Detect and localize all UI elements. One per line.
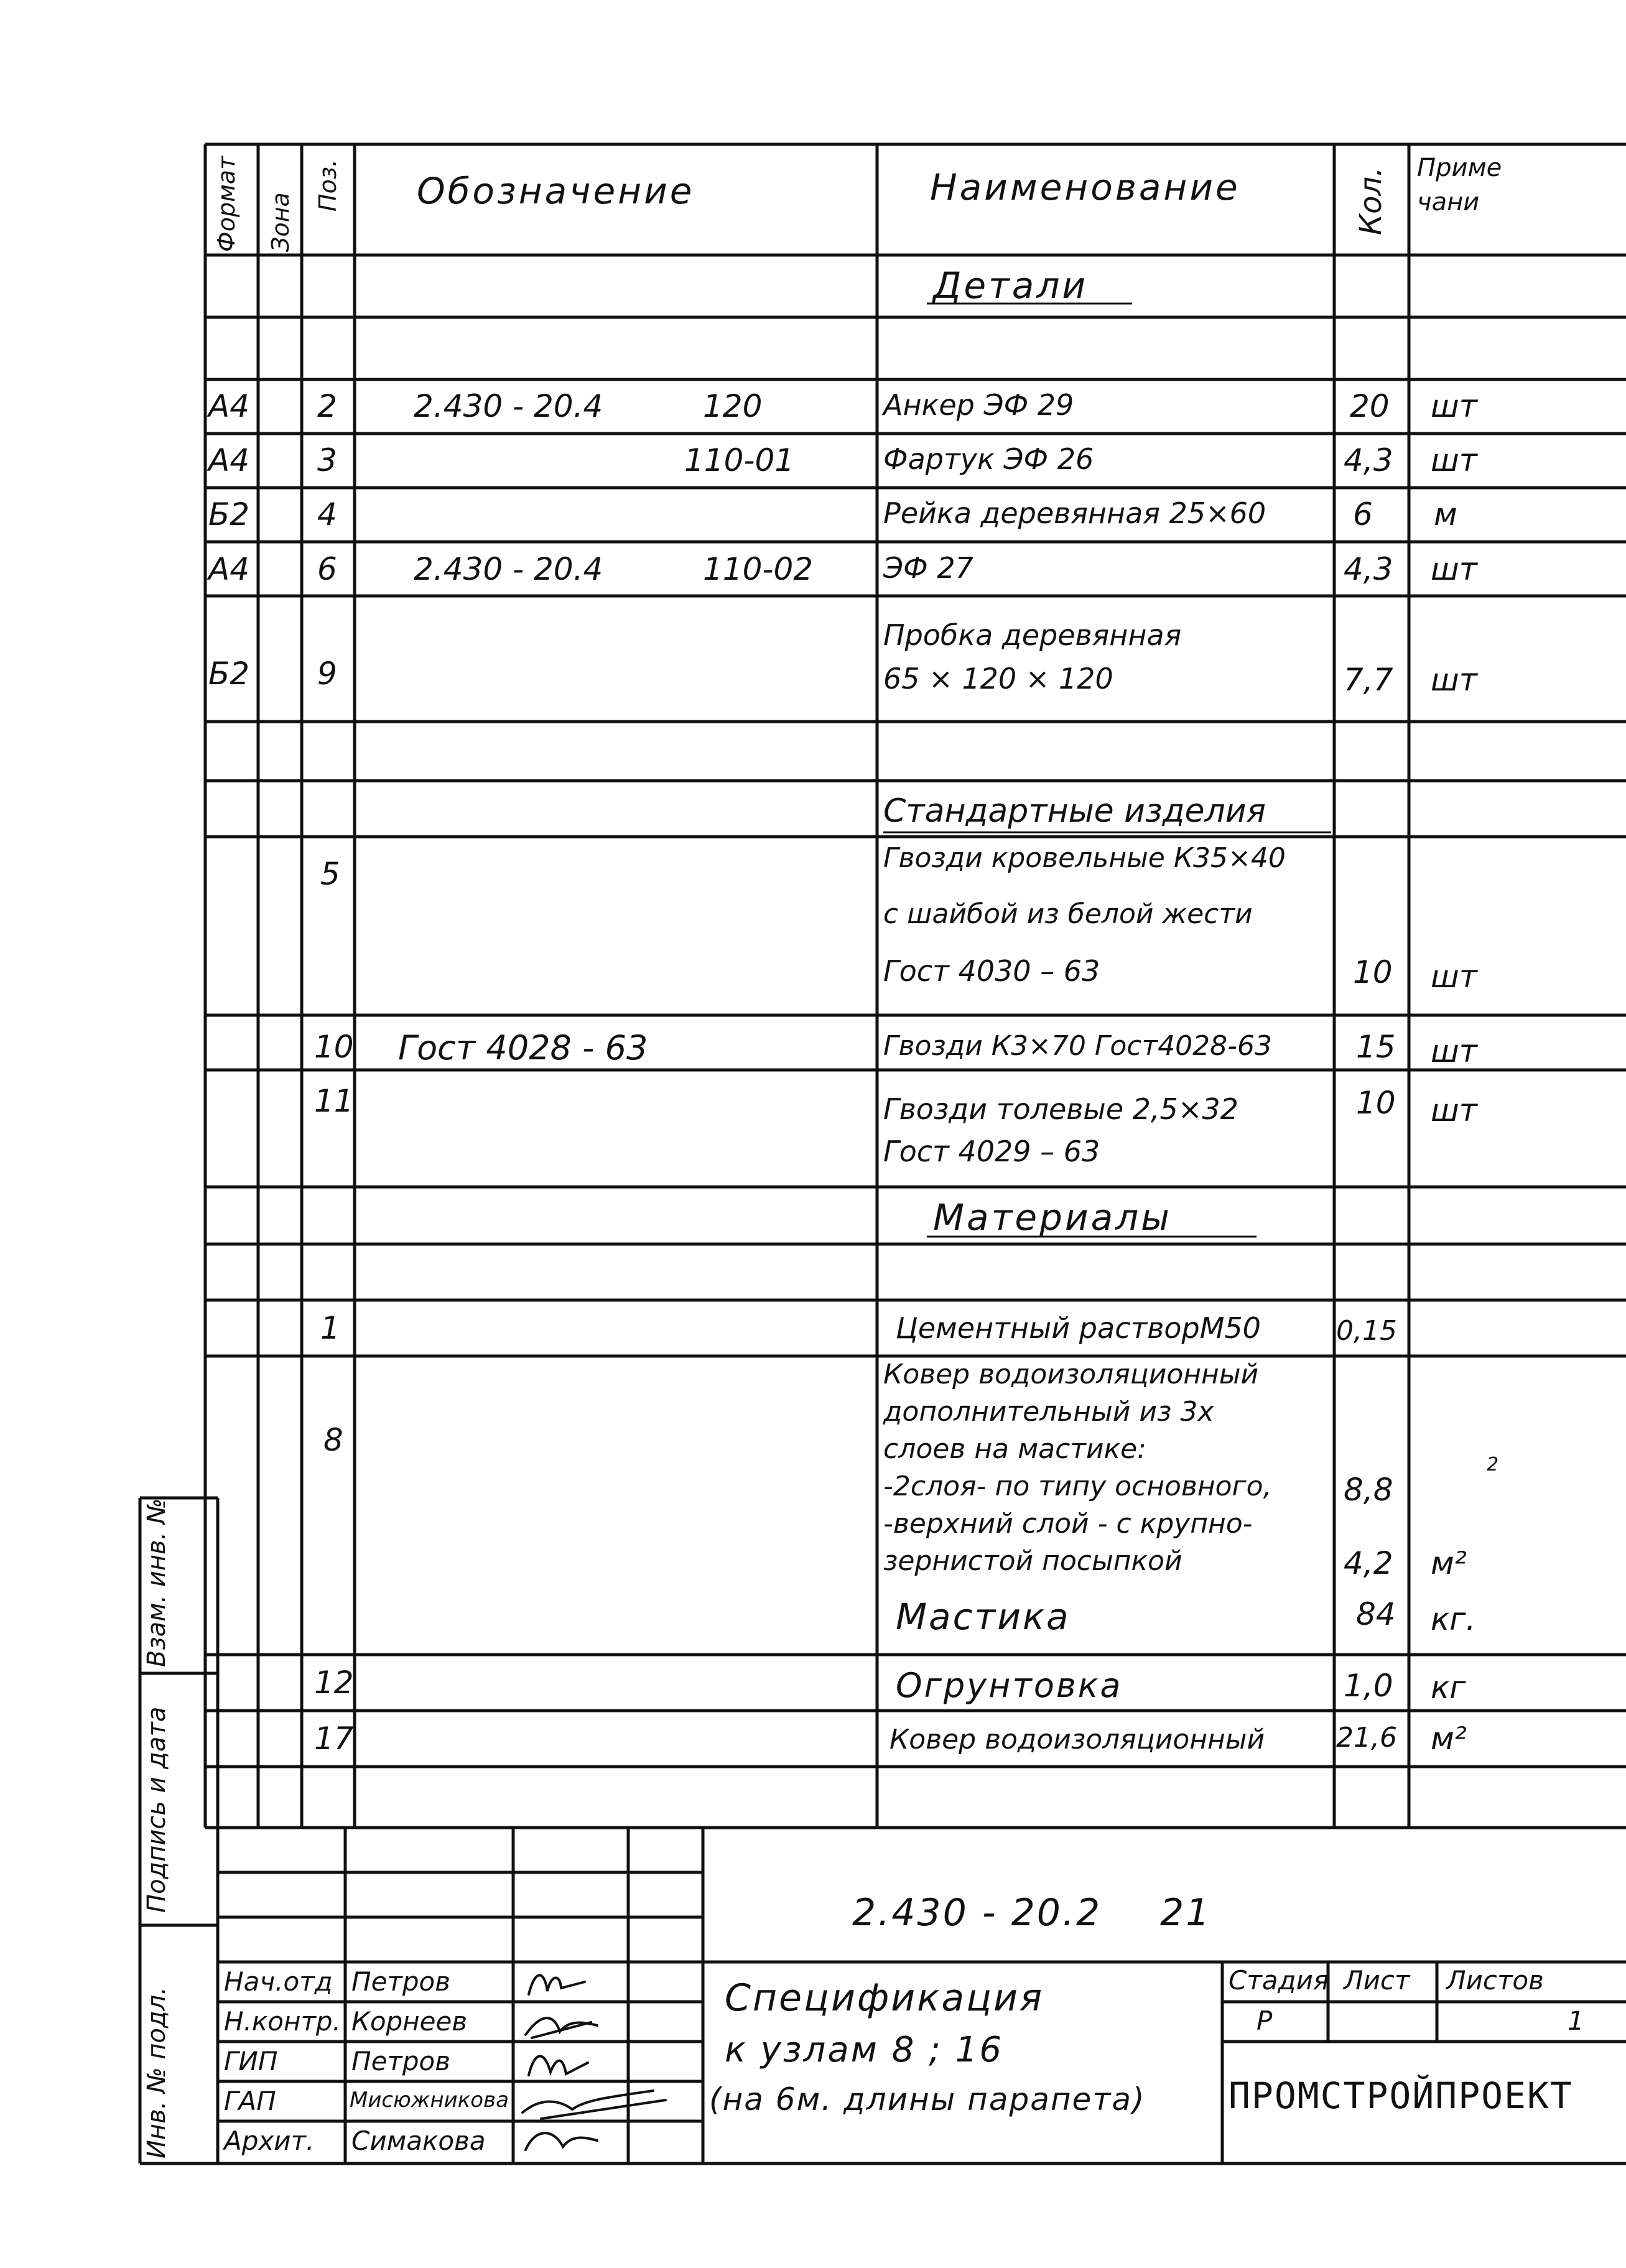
header-zone: Зона — [267, 192, 294, 252]
row-qty: 20 — [1350, 388, 1390, 424]
person-name: Петров — [351, 2046, 450, 2076]
row-pos: 1 — [320, 1310, 340, 1346]
row-name-line: Ковер водоизоляционный — [883, 1359, 1259, 1390]
section-details: Детали — [933, 264, 1089, 307]
row-name-line: Гвозди толевые 2,5×32 — [883, 1092, 1238, 1126]
row-name: Гвозди К3×70 Гост4028-63 — [883, 1030, 1272, 1062]
row-name-line: дополнительный из 3х — [883, 1396, 1214, 1428]
row-pos: 8 — [323, 1422, 343, 1458]
sheets-value: 1 — [1568, 2005, 1584, 2036]
row-qty: 4,3 — [1344, 442, 1393, 478]
row-name: Анкер ЭФ 29 — [883, 388, 1074, 422]
row-unit: м² — [1431, 1545, 1467, 1581]
row-unit: шт — [1431, 1092, 1477, 1128]
row-pos: 2 — [317, 388, 337, 424]
row-name: Мастика — [896, 1596, 1071, 1638]
row-name: ЭФ 27 — [883, 551, 973, 585]
row-name: Цементный растворМ50 — [896, 1311, 1261, 1345]
row-name-line: Пробка деревянная — [883, 618, 1182, 652]
row-name-line: зернистой посыпкой — [883, 1545, 1182, 1577]
row-name-line: 65 × 120 × 120 — [883, 662, 1113, 695]
row-designation: Гост 4028 - 63 — [398, 1028, 648, 1067]
row-unit: кг — [1431, 1670, 1466, 1706]
stamp-sign-date: Подпись и дата — [142, 1706, 171, 1913]
role-label: Нач.отд — [224, 1966, 333, 1997]
stamp-inv-replace: Взам. инв. № — [142, 1498, 171, 1667]
person-name: Петров — [351, 1966, 450, 1997]
row-format: Б2 — [208, 496, 250, 532]
row-qty: 0,15 — [1336, 1315, 1397, 1347]
row-pos: 10 — [314, 1029, 354, 1065]
row-unit: шт — [1431, 442, 1477, 478]
role-label: ГАП — [224, 2086, 276, 2116]
signatures — [516, 1963, 703, 2162]
row-unit: шт — [1431, 662, 1477, 698]
row-unit: шт — [1431, 388, 1477, 424]
row-pos: 3 — [317, 442, 337, 478]
row-unit: шт — [1431, 551, 1477, 587]
sheet-label: Лист — [1344, 1965, 1410, 1996]
row-name-line: Гвозди кровельные К35×40 — [883, 842, 1286, 874]
row-unit: м — [1434, 496, 1457, 532]
row-name-line: Гост 4030 – 63 — [883, 954, 1100, 988]
header-pos: Поз. — [314, 159, 341, 211]
row-name-line: -2слоя- по типу основного, — [883, 1471, 1272, 1502]
row-format: А4 — [208, 388, 250, 424]
row-designation: 2.430 - 20.4 — [414, 388, 603, 424]
section-materials: Материалы — [933, 1196, 1172, 1239]
person-name: Корнеев — [351, 2006, 468, 2037]
row-pos: 4 — [317, 496, 337, 532]
role-label: Н.контр. — [224, 2006, 341, 2037]
row-name-line: Гост 4029 – 63 — [883, 1135, 1100, 1168]
row-qty: 4,3 — [1344, 551, 1393, 587]
row-qty: 10 — [1353, 954, 1393, 990]
doc-sheet-ref: 21 — [1160, 1891, 1212, 1935]
row-qty: 10 — [1356, 1085, 1396, 1121]
row-pos: 6 — [317, 551, 337, 587]
row-format: Б2 — [208, 656, 250, 692]
row-qty: 8,8 — [1344, 1472, 1393, 1508]
row-name-line: слоев на мастике: — [883, 1433, 1146, 1465]
doc-title-line: (на 6м. длины парапета) — [709, 2081, 1146, 2117]
role-label: Архит. — [224, 2126, 315, 2156]
organization: ПРОМСТРОЙПРОЕКТ — [1229, 2075, 1573, 2117]
header-designation: Обозначение — [417, 170, 695, 212]
row-qty: 6 — [1353, 496, 1373, 532]
header-name: Наименование — [930, 166, 1240, 208]
row-pos: 9 — [317, 656, 337, 692]
header-note-1: Приме — [1417, 154, 1502, 182]
row-name: Огрунтовка — [896, 1666, 1123, 1705]
row-designation-suffix: 110-01 — [684, 442, 795, 478]
row-qty: 1,0 — [1344, 1668, 1393, 1704]
row-designation-suffix: 120 — [703, 388, 763, 424]
row-unit: м² — [1431, 1721, 1467, 1757]
header-format: Формат — [213, 156, 240, 252]
header-note-2: чани — [1417, 188, 1480, 216]
person-name: Мисюжникова — [350, 2088, 509, 2112]
row-unit: шт — [1431, 959, 1477, 995]
row-pos: 5 — [320, 856, 340, 892]
row-pos: 17 — [314, 1721, 354, 1757]
role-label: ГИП — [224, 2046, 278, 2076]
doc-title-line: к узлам 8 ; 16 — [725, 2030, 1004, 2070]
person-name: Симакова — [351, 2126, 486, 2156]
stage-value: Р — [1257, 2005, 1273, 2036]
stage-label: Стадия — [1229, 1965, 1329, 1996]
stamp-inv-original: Инв. № подл. — [142, 1987, 171, 2159]
row-pos: 11 — [314, 1083, 354, 1119]
row-unit: 2 — [1487, 1454, 1499, 1476]
row-qty: 84 — [1356, 1596, 1396, 1632]
row-unit: кг. — [1431, 1601, 1476, 1637]
row-qty: 21,6 — [1336, 1722, 1397, 1754]
section-standard: Стандартные изделия — [883, 792, 1266, 830]
row-qty: 4,2 — [1344, 1545, 1393, 1581]
row-name-line: с шайбой из белой жести — [883, 898, 1253, 930]
row-format: А4 — [208, 551, 250, 587]
row-qty: 7,7 — [1344, 662, 1393, 698]
row-qty: 15 — [1356, 1029, 1396, 1065]
row-unit: шт — [1431, 1033, 1477, 1069]
row-name: Фартук ЭФ 26 — [883, 442, 1094, 476]
header-qty: Кол. — [1354, 167, 1388, 235]
doc-title-line: Спецификация — [725, 1976, 1044, 2020]
row-designation: 2.430 - 20.4 — [414, 551, 603, 587]
row-pos: 12 — [314, 1665, 354, 1701]
row-name: Ковер водоизоляционный — [890, 1724, 1265, 1755]
sheets-label: Листов — [1446, 1965, 1544, 1996]
row-name-line: -верхний слой - с крупно- — [883, 1508, 1253, 1540]
row-name: Рейка деревянная 25×60 — [883, 496, 1266, 530]
row-format: А4 — [208, 442, 250, 478]
doc-code: 2.430 - 20.2 — [852, 1891, 1102, 1935]
row-designation-suffix: 110-02 — [703, 551, 814, 587]
